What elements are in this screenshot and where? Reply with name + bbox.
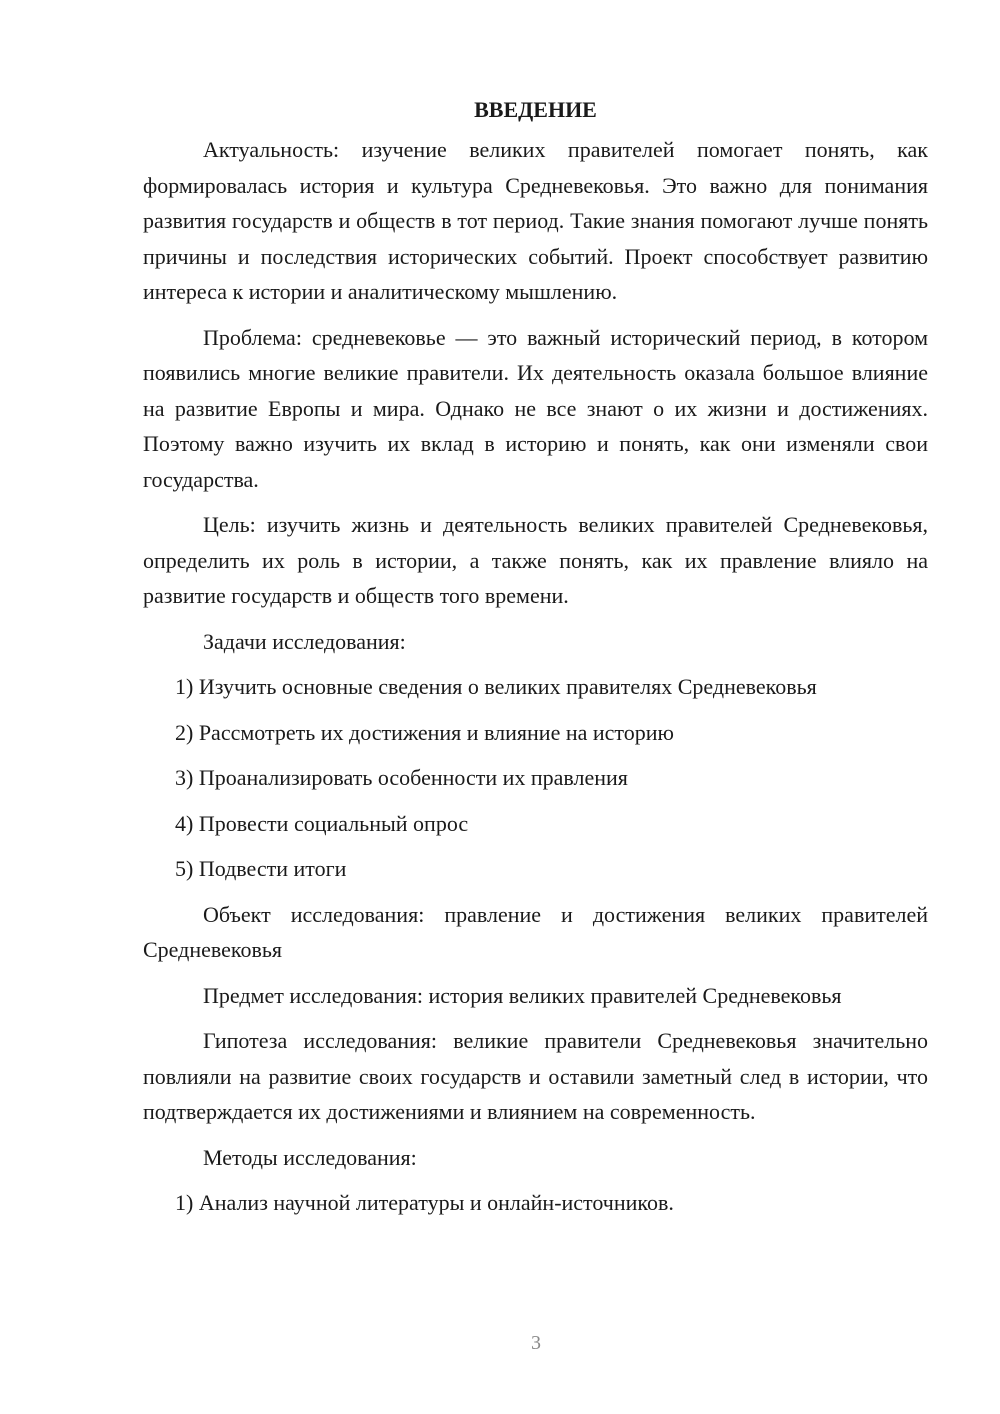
- methods-heading: Методы исследования:: [203, 1144, 417, 1170]
- page-number: 3: [531, 1332, 541, 1354]
- subject-paragraph: Предмет исследования: история великих правителей Средневековья: [203, 982, 842, 1008]
- hypothesis-paragraph: Гипотеза исследования: великие правители Средневековья значительно повлияли на развитие своих государств и оставили заметный след в истории, что подтверждается их достижениями и влиянием на современность.: [143, 1028, 928, 1124]
- method-item: 1) Анализ научной литературы и онлайн-источников.: [175, 1190, 674, 1215]
- document-page: [143, 92, 928, 1231]
- object-paragraph: Объект исследования: правление и достижения великих правителей Средневековья: [143, 901, 928, 962]
- task-item: 4) Провести социальный опрос: [175, 810, 469, 836]
- problem-paragraph: Проблема: средневековье — это важный исторический период, в котором появились многие великие правители. Их деятельность оказала большое влияние на развитие Европы и мира. Однако не все знают о их жизни и достижениях. Поэтому важно изучить их вклад в историю и понять, как они изменяли свои государства.: [143, 324, 928, 492]
- goal-paragraph: Цель: изучить жизнь и деятельность великих правителей Средневековья, определить их роль в истории, а также понять, как их правление влияло на развитие государств и обществ того времени.: [143, 512, 928, 608]
- section-title: ВВЕДЕНИЕ: [474, 97, 597, 122]
- relevance-paragraph: Актуальность: изучение великих правителей помогает понять, как формировалась история и культура Средневековья. Это важно для понимания развития государств и обществ в тот период. Такие знания помогают лучше понять причины и последствия исторических событий. Проект способствует развитию интереса к истории и аналитическому мышлению.: [143, 137, 928, 304]
- task-item: 3) Проанализировать особенности их правления: [175, 765, 628, 790]
- task-item: 1) Изучить основные сведения о великих правителях Средневековья: [175, 674, 817, 699]
- task-item: 5) Подвести итоги: [175, 856, 347, 881]
- task-item: 2) Рассмотреть их достижения и влияние на историю: [175, 719, 674, 745]
- tasks-heading: Задачи исследования:: [203, 628, 406, 654]
